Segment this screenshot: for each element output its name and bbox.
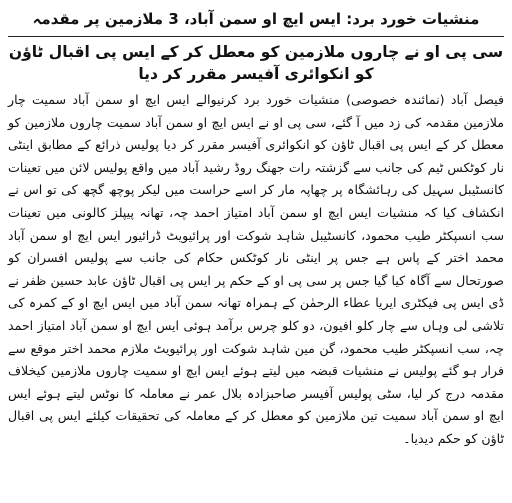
article-body: فیصل آباد (نمائندہ خصوصی) منشیات خورد برد کرنیوالے ایس ایچ او سمن آباد سمیت چار ملازمین مقدمہ کی زد میں آ گئے، سی پی او نے ایس ایچ او سمن آباد سمیت چاروں ملازمین کو معطل کر کے ایس پی اقبال ٹاؤن کو انکوائری آفیسر مقرر کر دیا پولیس ذرائع کے مطابق اینٹی نار کوٹکس ٹیم کی جانب سے گزشتہ رات جھنگ روڈ رشید آباد میں واقع پولیس لائن میں تعینات کانسٹیبل سہیل کی رہائشگاہ پر چھاپہ مار کر اسے حراست میں لیکر پوچھ گچھ کی تو اس نے انکشاف کیا کہ منشیات ایس ایچ او سمن آباد امتیاز احمد چہ، تھانہ پیپلز کالونی میں تعینات سب انسپکٹر طیب محمود، کانسٹیبل شاہد شوکت اور پرائیویٹ ڈرائیور ایس ایچ او سمن آباد محمد اختر کے پاس ہے جس پر اینٹی نار کوٹکس حکام کی جانب سے پولیس افسران کو صورتحال سے آگاہ کیا گیا جس پر سی پی او کے حکم پر ایس پی اقبال ٹاؤن عابد حسین ظفر نے ڈی ایس پی فیکٹری ایریا عطاء الرحمٰن کے ہمراہ تھانہ سمن آباد میں ایس ایچ او کے کمرہ کی تلاشی لی وہاں سے چار کلو افیون، دو کلو چرس برآمد ہوئی ایس ایچ او سمن آباد امتیاز احمد چہ، سب انسپکٹر طیب محمود، گن مین شاہد شوکت اور پرائیویٹ ملازم محمد اختر موقع سے فرار ہو گئے پولیس نے منشیات قبضہ میں لیتے ہوئے ایس ایچ او سمیت چاروں ملازمین کیخلاف مقدمہ درج کر لیا، سٹی پولیس آفیسر صاحبزادہ بلال عمر نے معاملہ کا نوٹس لیتے ہوئے ایس ایچ او سمن آباد سمیت تین ملازمین کو معطل کر کے معاملہ کی تحقیقات کیلئے ایس پی اقبال ٹاؤن کو حکم دیدیا۔ — [8, 92, 504, 446]
headline-divider — [8, 36, 504, 37]
headline-primary: منشیات خورد برد: ایس ایچ او سمن آباد، 3 ملازمین پر مقدمہ — [32, 10, 480, 28]
headline-secondary: سی پی او نے چاروں ملازمین کو معطل کر کے ایس پی اقبال ٹاؤن کو انکوائری آفیسر مقرر کر دیا — [8, 43, 504, 83]
